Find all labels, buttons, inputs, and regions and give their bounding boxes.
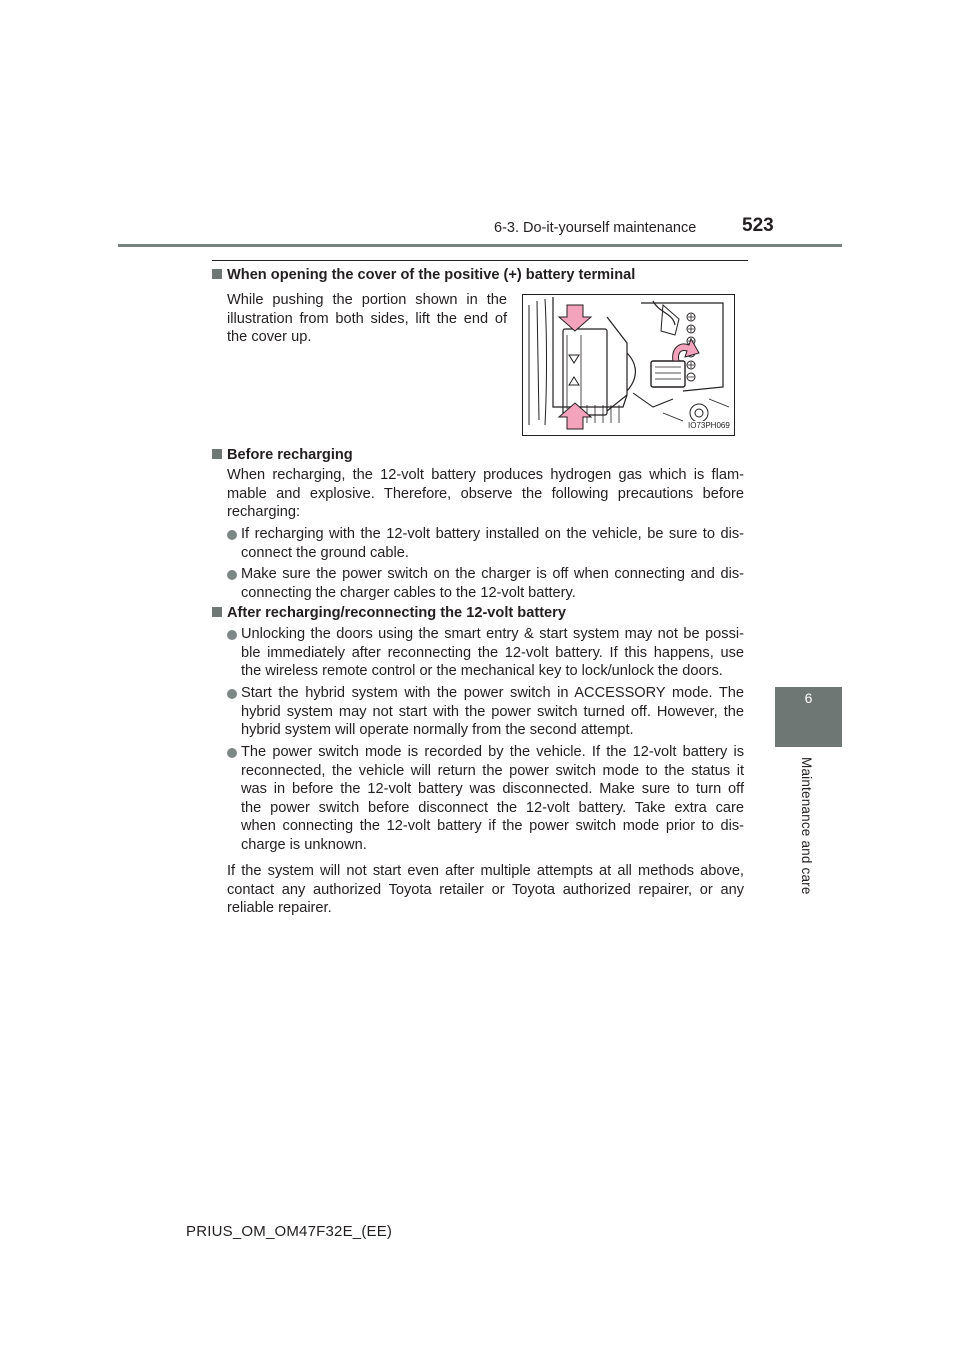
bullet-icon [227,530,237,540]
header-divider [118,244,842,247]
text-line: contact any authorized Toyota retailer or Toyota authorized repairer, or any [227,881,744,898]
after-bullet-1 [241,625,744,681]
bullet-icon [227,689,237,699]
content-divider [212,260,748,261]
text-line: If the system will not start even after multiple attempts at all methods above, [227,863,744,879]
section-heading-cover: When opening the cover of the positive (+) battery terminal [212,266,635,285]
bullet-icon [227,630,237,640]
text-line: illustration from both sides, lift the end of [227,310,507,327]
battery-illustration-image [523,295,734,435]
figure-code: IO73PH069 [688,421,730,430]
page-number: 523 [742,215,774,236]
text-line: when connecting the 12-volt battery if the power switch mode prior to dis- [241,818,744,835]
before-bullet-1 [241,525,744,562]
chapter-number: 6 [804,690,813,706]
text-line: reliable repairer. [227,900,332,917]
square-bullet-icon [212,269,222,279]
text-line: the wireless remote control or the mechanical key to lock/unlock the doors. [241,663,723,680]
text-line: Make sure the power switch on the charger is off when connecting and dis- [241,566,744,582]
text-line: the power switch before disconnect the 12-volt battery. Take extra care [241,799,744,816]
bullet-icon [227,570,237,580]
closing-paragraph [227,862,744,918]
battery-cover-illustration [522,294,735,436]
section-heading-before: Before recharging [212,446,353,465]
bullet-icon [227,748,237,758]
text-line: mable and explosive. Therefore, observe the following precautions before [227,485,744,502]
before-intro [227,466,744,522]
document-code: PRIUS_OM_OM47F32E_(EE) [186,1223,393,1240]
header-section-title: 6-3. Do-it-yourself maintenance [494,220,697,236]
before-bullet-2 [241,565,744,602]
after-bullet-3 [241,743,744,855]
text-line: When recharging, the 12-volt battery produces hydrogen gas which is flam- [227,467,744,483]
text-line: Start the hybrid system with the power switch in ACCESSORY mode. The [241,685,744,701]
section-heading-after: After recharging/reconnecting the 12-volt battery [212,604,566,623]
text-line: connect the ground cable. [241,544,409,561]
text-line: hybrid system may not start with the power switch turned off. However, the [241,703,744,720]
square-bullet-icon [212,449,222,459]
text-line: hybrid system will operate normally from the second attempt. [241,722,634,739]
text-line: recharging: [227,504,301,521]
text-line: ble immediately after reconnecting the 12-volt battery. If this happens, use [241,644,744,661]
cover-instructions [227,291,507,347]
text-line: the cover up. [227,329,312,346]
text-line: Unlocking the doors using the smart entry & start system may not be possi- [241,626,744,642]
text-line: While pushing the portion shown in the [227,292,507,308]
chapter-title: Maintenance and care [799,757,814,895]
text-line: was in before the 12-volt battery was disconnected. Make sure to turn off [241,781,744,798]
text-line: connecting the charger cables to the 12-volt battery. [241,584,576,601]
text-line: charge is unknown. [241,836,367,853]
text-line: If recharging with the 12-volt battery installed on the vehicle, be sure to dis- [241,526,744,542]
after-bullet-2 [241,684,744,740]
text-line: The power switch mode is recorded by the vehicle. If the 12-volt battery is [241,744,744,760]
square-bullet-icon [212,607,222,617]
text-line: reconnected, the vehicle will return the power switch mode to the status it [241,762,744,779]
